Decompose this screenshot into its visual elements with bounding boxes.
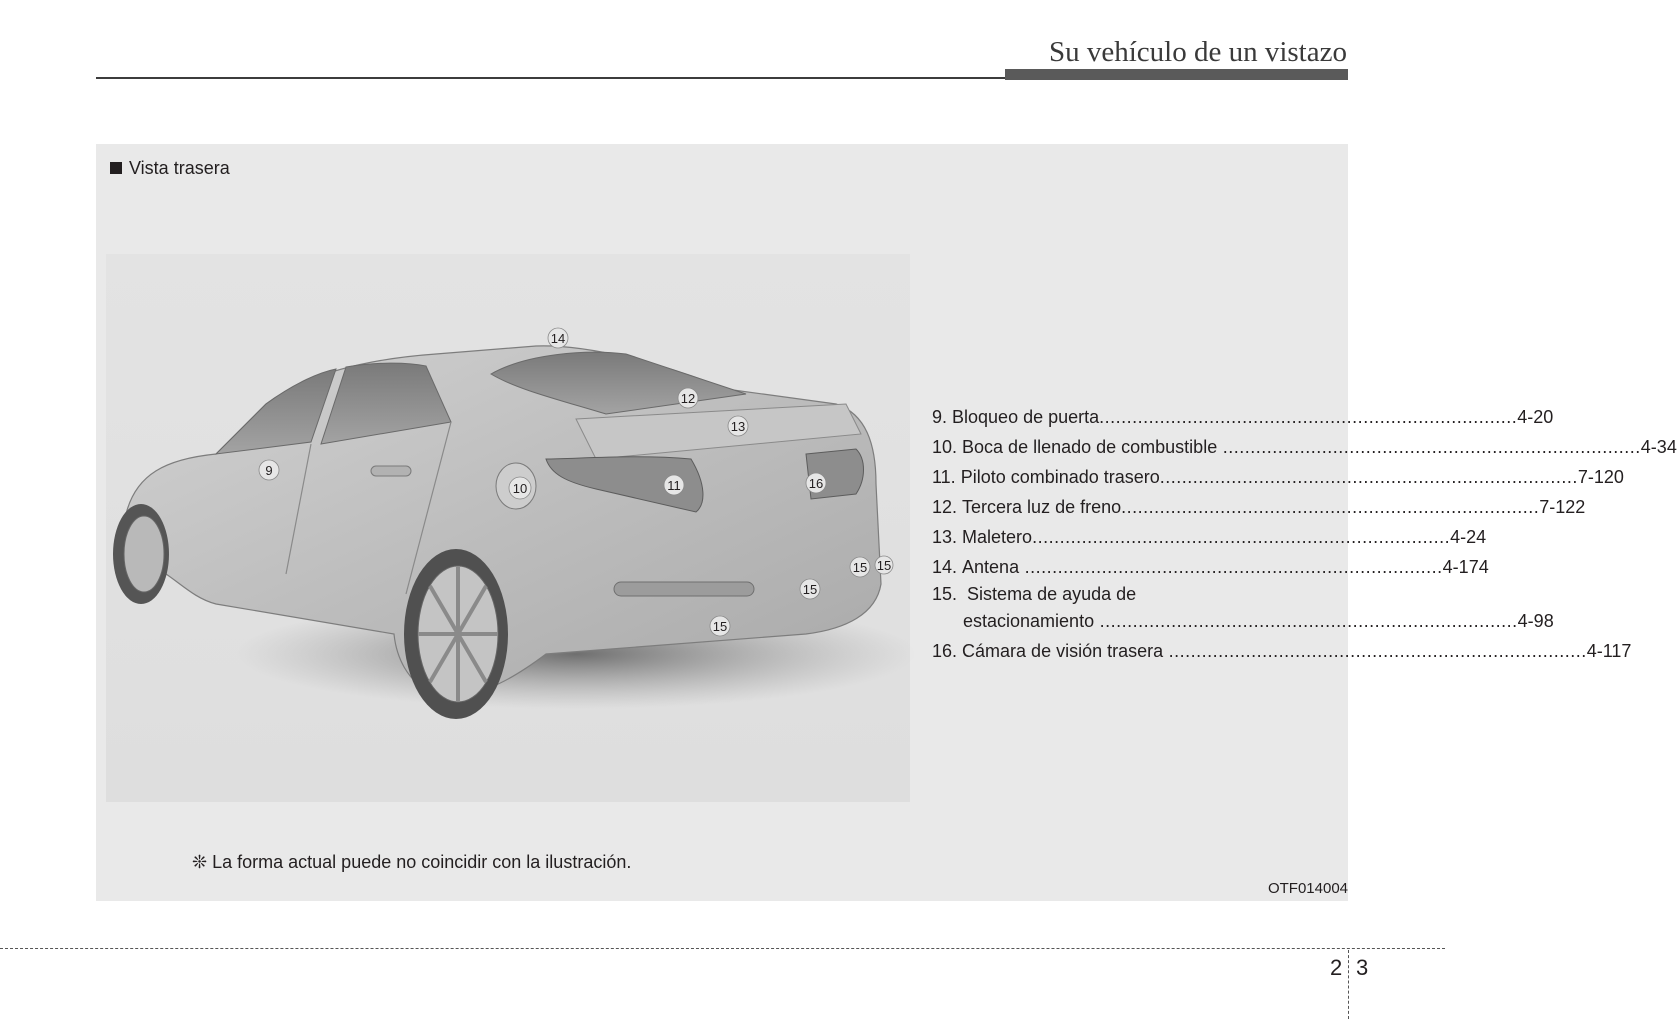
- legend-label: Antena: [962, 557, 1020, 577]
- callout-9: [259, 460, 279, 480]
- footnote-symbol-icon: ❊: [192, 852, 208, 872]
- legend-label-continued: estacionamiento: [963, 611, 1095, 631]
- svg-text:9: 9: [265, 463, 273, 478]
- legend-label: Tercera luz de freno: [962, 497, 1122, 517]
- legend-number: 10.: [932, 437, 958, 457]
- leader-dots: ............................................................................: [1099, 407, 1518, 427]
- page-number-divider: [1348, 950, 1349, 1019]
- callout-12: [678, 388, 698, 408]
- legend-page-ref: 7-120: [1577, 467, 1624, 487]
- legend-number: 16.: [932, 641, 958, 661]
- legend-item: [932, 522, 1487, 552]
- legend-list: [932, 402, 1677, 666]
- legend-number: 15.: [932, 584, 958, 604]
- leader-dots: ............................................................................: [1163, 641, 1587, 661]
- svg-text:14: 14: [550, 331, 566, 346]
- legend-page-ref: 7-122: [1539, 497, 1586, 517]
- svg-text:10: 10: [512, 481, 528, 496]
- leader-dots: ............................................................................: [1121, 497, 1540, 517]
- car-door-handle: [371, 466, 411, 476]
- legend-page-ref: 4-20: [1517, 407, 1554, 427]
- header-title: Su vehículo de un vistazo: [1048, 36, 1347, 68]
- callout-10: [509, 477, 531, 499]
- legend-label: Cámara de visión trasera: [962, 641, 1164, 661]
- callout-16: [806, 473, 826, 493]
- page-number-chapter: 2: [1330, 955, 1343, 980]
- legend-number: 9.: [932, 407, 948, 427]
- svg-text:12: 12: [680, 391, 696, 406]
- car-rear-illustration: [106, 254, 910, 802]
- section-heading: [110, 158, 230, 179]
- leader-dots: ............................................................................: [1019, 557, 1443, 577]
- callout-14: [548, 328, 568, 348]
- legend-item: [932, 552, 1489, 582]
- legend-page-ref: 4-34: [1640, 437, 1677, 457]
- legend-label: Maletero: [962, 527, 1033, 547]
- svg-text:16: 16: [808, 476, 824, 491]
- callout-11: [664, 475, 684, 495]
- legend-number: 12.: [932, 497, 958, 517]
- car-wheel-front: [113, 504, 169, 604]
- callout-15-c: [800, 579, 820, 599]
- leader-dots: ............................................................................: [1032, 527, 1451, 547]
- svg-text:11: 11: [667, 478, 681, 493]
- bullet-square-icon: [110, 162, 122, 174]
- callout-13: [728, 416, 748, 436]
- svg-text:15: 15: [876, 558, 892, 573]
- legend-number: 13.: [932, 527, 958, 547]
- legend-page-ref: 4-117: [1586, 641, 1632, 661]
- svg-text:15: 15: [852, 560, 868, 575]
- footnote: [192, 852, 631, 873]
- header-rule-accent: [1005, 69, 1348, 80]
- legend-page-ref: 4-174: [1442, 557, 1489, 577]
- legend-label: Piloto combinado trasero: [960, 467, 1160, 487]
- car-bumper-reflector: [614, 582, 754, 596]
- legend-page-ref: 4-98: [1517, 611, 1554, 631]
- legend-item: [932, 636, 1632, 666]
- footnote-text: La forma actual puede no coincidir con la ilustración.: [212, 852, 632, 872]
- leader-dots: ............................................................................: [1159, 467, 1578, 487]
- legend-item: [932, 462, 1624, 492]
- legend-item: [932, 432, 1677, 462]
- legend-label: Bloqueo de puerta: [952, 407, 1100, 427]
- legend-number: 14.: [932, 557, 958, 577]
- callout-15-b: [875, 556, 893, 574]
- figure-code: OTF014004: [1267, 880, 1348, 897]
- page-number: 3: [1356, 955, 1369, 980]
- car-wheel-rear: [404, 549, 508, 719]
- callout-15-a: [850, 557, 870, 577]
- figure-panel: [96, 144, 1677, 901]
- header-rule: [96, 77, 1006, 79]
- footer-divider: [0, 948, 1445, 949]
- legend-label: Boca de llenado de combustible: [962, 437, 1218, 457]
- svg-text:13: 13: [730, 419, 746, 434]
- legend-page-ref: 4-24: [1450, 527, 1487, 547]
- section-heading-text: Vista trasera: [129, 158, 230, 178]
- legend-number: 11.: [932, 467, 956, 487]
- legend-item: [932, 492, 1586, 522]
- leader-dots: ............................................................................: [1217, 437, 1641, 457]
- svg-text:15: 15: [712, 619, 728, 634]
- callout-15-d: [710, 616, 730, 636]
- legend-label: Sistema de ayuda de: [967, 584, 1137, 604]
- svg-text:15: 15: [802, 582, 818, 597]
- leader-dots: ............................................................................: [1094, 611, 1518, 631]
- legend-item: [932, 582, 1554, 636]
- legend-item: [932, 402, 1554, 432]
